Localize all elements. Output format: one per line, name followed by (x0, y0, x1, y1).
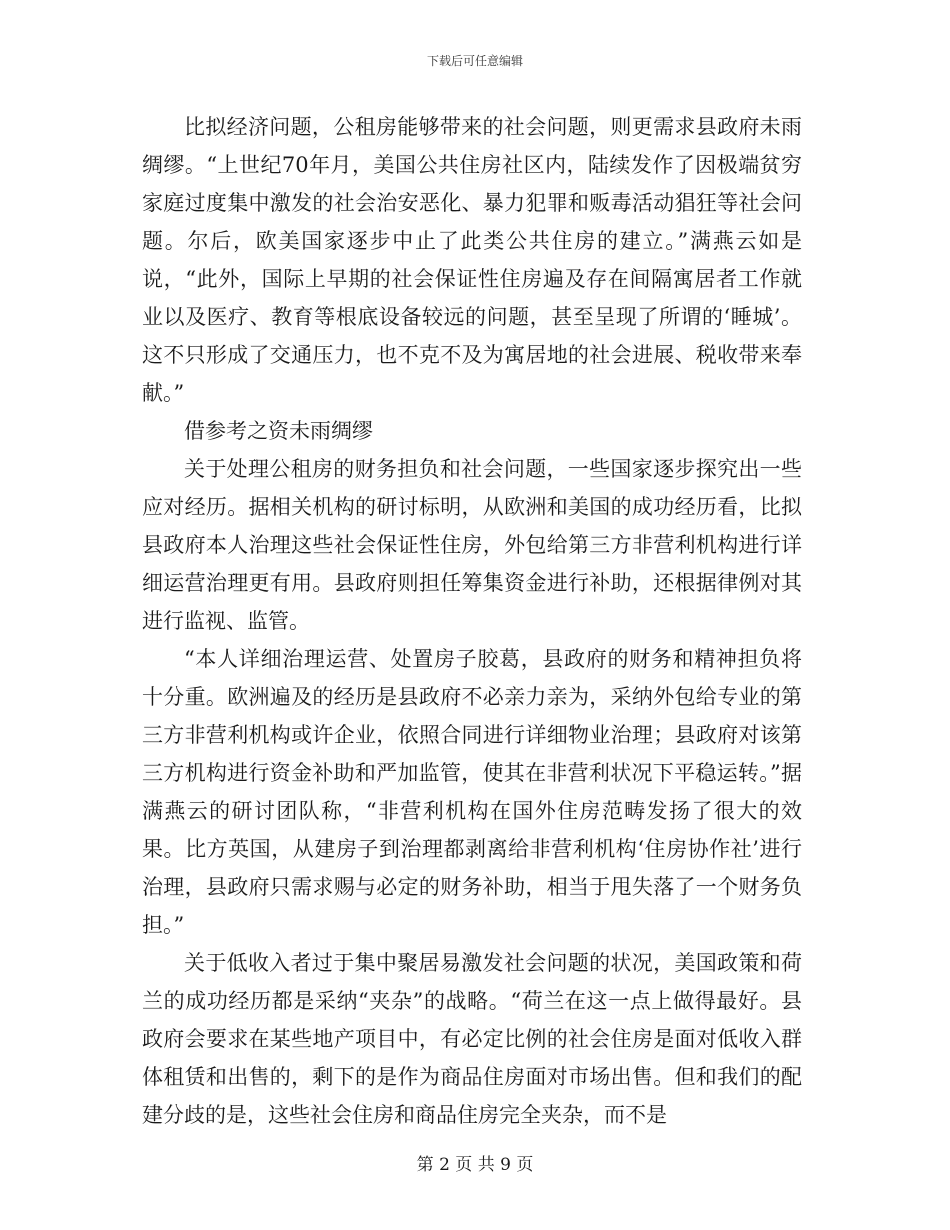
paragraph-1: 比拟经济问题，公租房能够带来的社会问题，则更需求县政府未雨绸缪。“上世纪70年月，美国公共住房社区内，陆续发作了因极端贫穷家庭过度集中激发的社会治安恶化、暴力犯罪和贩毒活动猖狂等社会问题。尔后，欧美国家逐步中止了此类公共住房的建立。”满燕云如是说，“此外，国际上早期的社会保证性住房遍及存在间隔寓居者工作就业以及医疗、教育等根底设备较远的问题，甚至呈现了所谓的‘睡城’。这不只形成了交通压力，也不克不及为寓居地的社会进展、税收带来奉献。” (142, 115, 802, 405)
paragraph-3: “本人详细治理运营、处置房子胶葛，县政府的财务和精神担负将十分重。欧洲遍及的经历是县政府不必亲力亲为，采纳外包给专业的第三方非营利机构或许企业，依照合同进行详细物业治理；县政府对该第三方机构进行资金补助和严加监管，使其在非营利状况下平稳运转。”据满燕云的研讨团队称，“非营利机构在国外住房范畴发扬了很大的效果。比方英国，从建房子到治理都剥离给非营利机构‘住房协作社’进行治理，县政府只需求赐与必定的财务补助，相当于甩失落了一个财务负担。” (142, 647, 802, 937)
paragraph-2: 关于处理公租房的财务担负和社会问题，一些国家逐步探究出一些应对经历。据相关机构的研讨标明，从欧洲和美国的成功经历看，比拟县政府本人治理这些社会保证性住房，外包给第三方非营利机构进行详细运营治理更有用。县政府则担任筹集资金进行补助，还根据律例对其进行监视、监管。 (142, 457, 802, 633)
document-body (142, 108, 802, 1134)
page-header-note: 下载后可任意编辑 (426, 54, 523, 68)
page-number: 第 2 页 共 9 页 (416, 1155, 534, 1175)
section-heading: 借参考之资未雨绸缪 (184, 419, 373, 443)
paragraph-4: 关于低收入者过于集中聚居易激发社会问题的状况，美国政策和荷兰的成功经历都是采纳“夹杂”的战略。“荷兰在这一点上做得最好。县政府会要求在某些地产项目中，有必定比例的社会住房是面对低收入群体租赁和出售的，剩下的是作为商品住房面对市场出售。但和我们的配建分歧的是，这些社会住房和商品住房完全夹杂，而不是 (142, 951, 802, 1127)
